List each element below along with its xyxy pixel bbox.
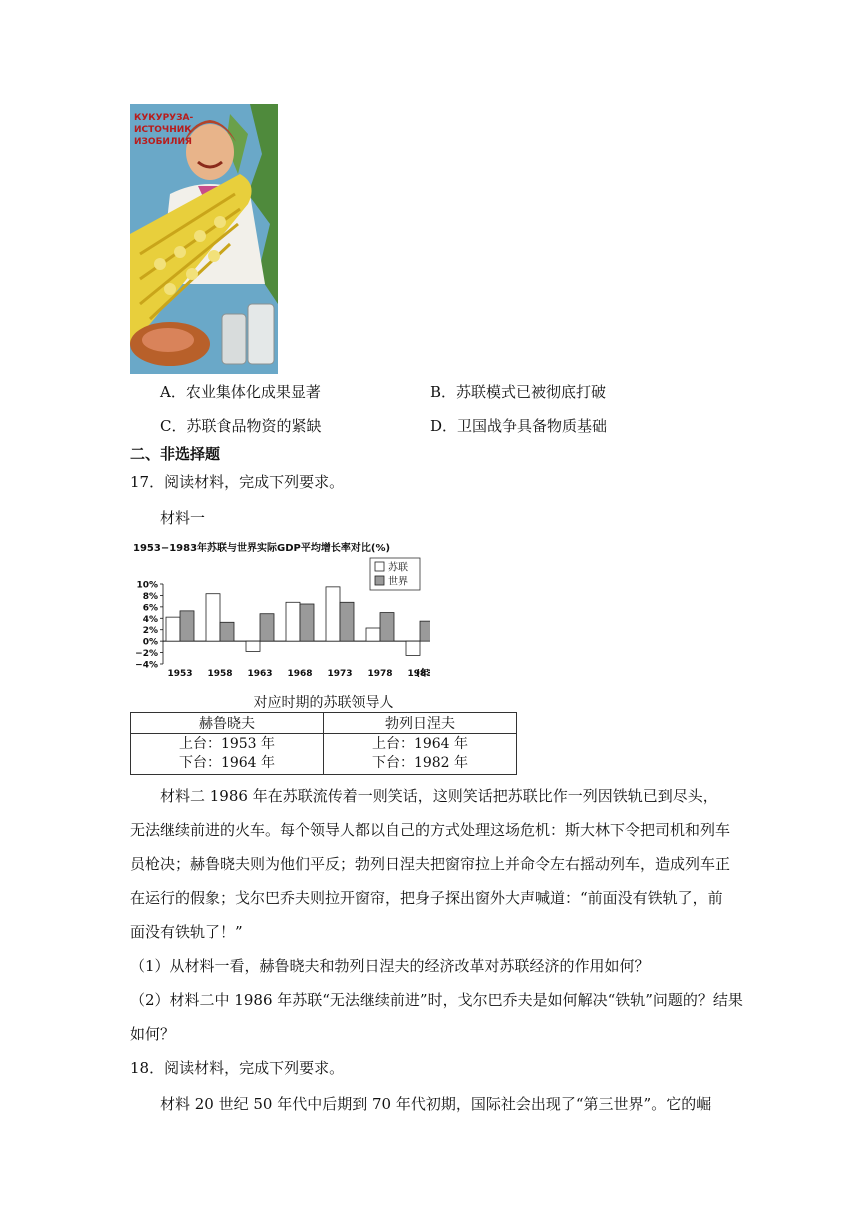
term-start: 上台：1953 年 [178,736,276,752]
material2-line: 在运行的假象；戈尔巴乔夫则拉开窗帘，把身子探出窗外大声喊道：“前面没有铁轨了，前 [130,889,723,907]
y-tick-label: 0% [142,637,158,648]
bar-ussr [366,628,380,641]
option-d: D．卫国战争具备物质基础 [430,417,608,435]
x-tick-label: 1968 [287,669,313,679]
poster-slogan-line: ИЗОБИЛИЯ [134,137,192,147]
y-tick-label: 6% [142,603,158,614]
corn-poster-image [130,104,278,374]
q17-question-2: （2）材料二中 1986 年苏联“无法继续前进”时，戈尔巴乔夫是如何解决“铁轨”问题的？结果 [130,991,743,1009]
y-tick-label: −4% [135,660,158,671]
x-tick-label: 1983 [407,669,430,679]
bar-world [420,621,430,641]
bar-ussr [166,617,180,641]
bar-world [300,604,314,641]
poster-slogan-line: КУКУРУЗА- [134,113,194,123]
chart-title: 1953−1983年苏联与世界实际GDP平均增长率对比(%) [133,543,391,554]
q17-question-1: （1）从材料一看，赫鲁晓夫和勃列日涅夫的经济改革对苏联经济的作用如何？ [130,957,650,975]
section-heading: 二、非选择题 [130,445,221,463]
y-tick-label: 8% [142,591,158,602]
leader-name: 勃列日涅夫 [324,713,517,734]
x-axis-unit: (年 [416,669,430,679]
table-caption: 对应时期的苏联领导人 [253,695,394,711]
q18-stem: 18．阅读材料，完成下列要求。 [130,1059,345,1077]
material2-line: 员枪决；赫鲁晓夫则为他们平反；勃列日涅夫把窗帘拉上并命令左右摇动列车，造成列车正 [130,855,731,873]
bar-world [260,614,274,641]
x-tick-label: 1978 [367,669,393,679]
material1-label: 材料一 [160,509,206,527]
option-a: A．农业集体化成果显著 [160,383,321,401]
q17-question-2-cont: 如何？ [130,1025,176,1043]
legend-swatch [375,562,384,571]
y-tick-label: 4% [142,614,158,625]
bar-ussr [326,587,340,641]
term-end: 下台：1964 年 [178,755,276,771]
material2-line: 无法继续前进的火车。每个领导人都以自己的方式处理这场危机：斯大林下令把司机和列车 [130,821,731,839]
bar-ussr [206,594,220,641]
q18-material: 材料 20 世纪 50 年代中后期到 70 年代初期，国际社会出现了“第三世界”。它的崛 [160,1095,712,1113]
legend-label: 苏联 [388,562,408,574]
bar-world [340,602,354,641]
leaders-table [130,712,517,775]
bar-world [180,611,194,641]
bar-world [220,622,234,641]
leader-term [324,734,517,775]
leader-term [131,734,324,775]
legend-label: 世界 [388,576,408,588]
leader-name: 赫鲁晓夫 [131,713,324,734]
gdp-growth-chart [130,538,430,680]
material2-line: 材料二 1986 年在苏联流传着一则笑话，这则笑话把苏联比作一列因铁轨已到尽头， [160,787,718,805]
option-b: B．苏联模式已被彻底打破 [430,383,607,401]
x-tick-label: 1963 [247,669,273,679]
poster-slogan-line: ИСТОЧНИК [134,125,192,135]
bar-ussr [406,641,420,655]
q17-stem: 17．阅读材料，完成下列要求。 [130,473,345,491]
y-tick-label: 10% [136,580,158,591]
x-tick-label: 1953 [167,669,193,679]
term-end: 下台：1982 年 [371,755,469,771]
bar-ussr [246,641,260,651]
material2-line: 面没有铁轨了！” [130,923,243,941]
bar-world [380,613,394,642]
x-tick-label: 1958 [207,669,233,679]
y-tick-label: 2% [142,626,158,637]
x-tick-label: 1973 [327,669,353,679]
term-start: 上台：1964 年 [371,736,469,752]
bar-ussr [286,602,300,641]
option-c: C．苏联食品物资的紧缺 [160,417,322,435]
legend-swatch [375,576,384,585]
y-tick-label: −2% [135,649,158,660]
